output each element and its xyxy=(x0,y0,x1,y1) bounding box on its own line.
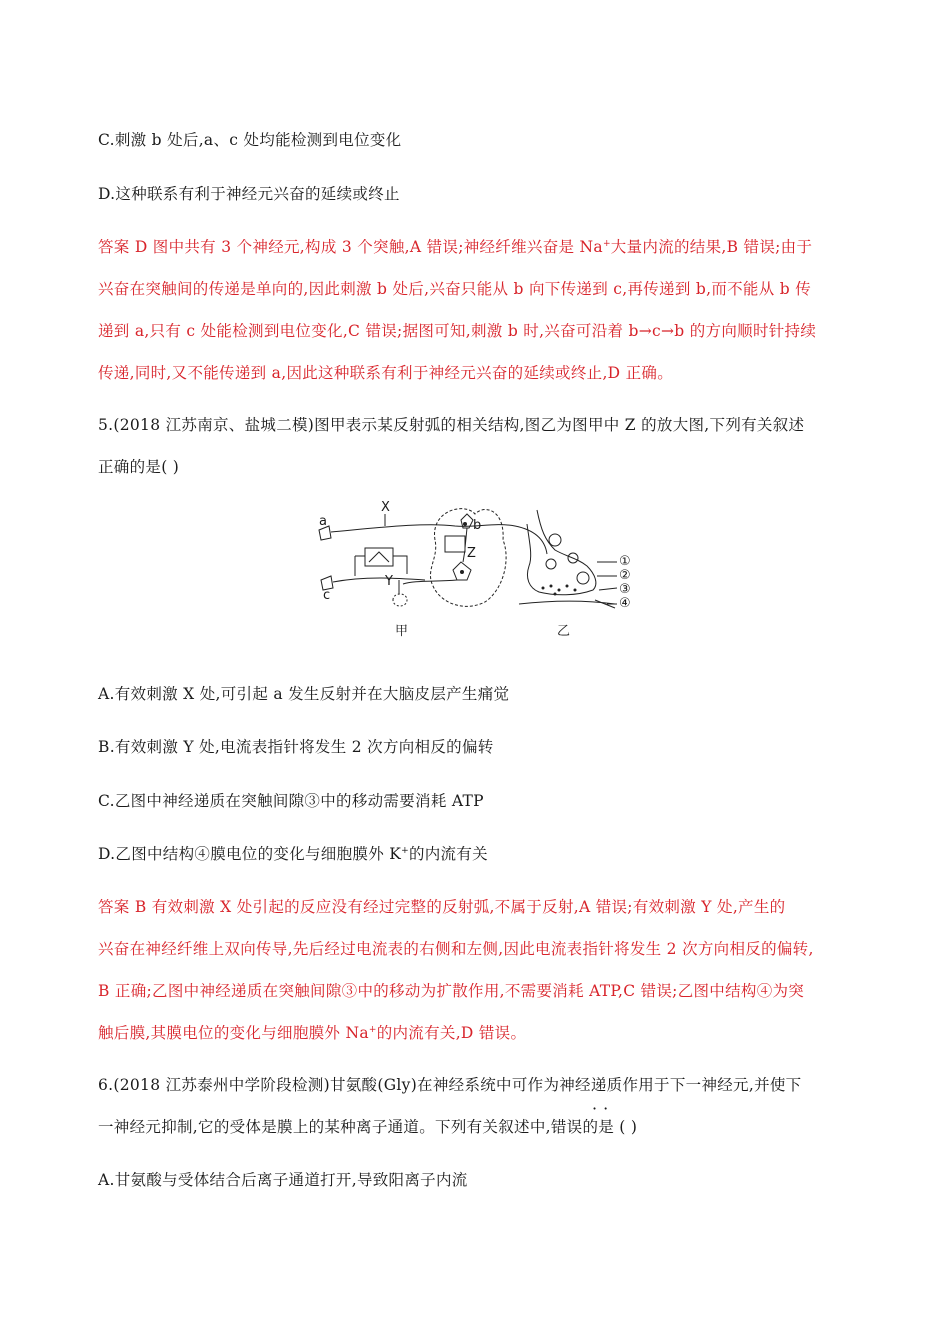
q5-option-d: D.乙图中结构④膜电位的变化与细胞膜外 K+的内流有关 xyxy=(98,845,488,863)
option-c-prev: C.刺激 b 处后,a、c 处均能检测到电位变化 xyxy=(98,131,402,149)
afferent-nerve xyxy=(331,525,547,554)
fig-caption-yi: 乙 xyxy=(557,624,571,639)
q6-option-a: A.甘氨酸与受体结合后离子通道打开,导致阳离子内流 xyxy=(98,1171,468,1189)
z-box xyxy=(445,536,465,552)
efferent-connection xyxy=(403,580,457,584)
fig-caption-jia: 甲 xyxy=(395,624,409,639)
reflex-arc-figure xyxy=(315,500,645,644)
q6-stem-line1: 6.(2018 江苏泰州中学阶段检测)甘氨酸(Gly)在神经系统中可作为神经递质作用于下一神经元,并使下 xyxy=(98,1076,802,1094)
fig-label-z: Z xyxy=(467,546,476,561)
vesicle-3 xyxy=(546,559,556,569)
answer5-line2: 兴奋在神经纤维上双向传导,先后经过电流表的右侧和左侧,因此电流表指针将发生 2 次方向相反的偏转, xyxy=(98,940,814,958)
vesicle-4 xyxy=(577,572,589,584)
fig-label-c: c xyxy=(323,588,331,603)
fig-label-x: X xyxy=(381,500,390,515)
galvanometer-box xyxy=(365,548,393,566)
answer5-line1: 答案 B 有效刺激 X 处引起的反应没有经过完整的反射弧,不属于反射,A 错误;有效刺激 Y 处,产生的 xyxy=(98,898,786,916)
fig-label-4: ④ xyxy=(619,596,631,611)
answer4-line4: 传递,同时,又不能传递到 a,因此这种联系有利于神经元兴奋的延续或终止,D 正确。 xyxy=(98,364,674,382)
q5-stem-line2: 正确的是( ) xyxy=(98,458,180,476)
q6-stem-line2: 一神经元抑制,它的受体是膜上的某种离子通道。下列有关叙述中,错误的是 ( ) xyxy=(98,1118,638,1136)
answer5-line4: 触后膜,其膜电位的变化与细胞膜外 Na+的内流有关,D 错误。 xyxy=(98,1024,527,1042)
q5-option-b: B.有效刺激 Y 处,电流表指针将发生 2 次方向相反的偏转 xyxy=(98,738,494,756)
fig-label-2: ② xyxy=(619,568,631,583)
presynaptic-terminal xyxy=(527,510,596,595)
fig-label-3: ③ xyxy=(619,582,631,597)
answer4-line2: 兴奋在突触间的传递是单向的,因此刺激 b 处后,兴奋只能从 b 向下传递到 c,再传递到 b,而不能从 b 传 xyxy=(98,280,811,298)
fig-label-1: ① xyxy=(619,554,631,569)
answer5-line3: B 正确;乙图中神经递质在突触间隙③中的移动为扩散作用,不需要消耗 ATP,C 错误;乙图中结构④为突 xyxy=(98,982,805,1000)
efferent-nerve xyxy=(333,578,425,582)
answer4-line3: 递到 a,只有 c 处能检测到电位变化,C 错误;据图可知,刺激 b 时,兴奋可沿着 b→c→b 的方向顺时针持续 xyxy=(98,322,817,340)
q5-option-c: C.乙图中神经递质在突触间隙③中的移动需要消耗 ATP xyxy=(98,792,484,810)
vesicle-1 xyxy=(549,534,561,546)
y-circle xyxy=(393,594,407,606)
q5-option-a: A.有效刺激 X 处,可引起 a 发生反射并在大脑皮层产生痛觉 xyxy=(98,685,510,703)
option-d-prev: D.这种联系有利于神经元兴奋的延续或终止 xyxy=(98,185,400,203)
fig-label-y: Y xyxy=(385,574,393,589)
fig-label-b: b xyxy=(473,518,482,533)
emphasis-dots: ·· xyxy=(592,1099,615,1118)
fig-label-a: a xyxy=(319,514,327,529)
answer4-line1: 答案 D 图中共有 3 个神经元,构成 3 个突触,A 错误;神经纤维兴奋是 Na+大量内流的结果,B 错误;由于 xyxy=(98,238,813,256)
q5-stem-line1: 5.(2018 江苏南京、盐城二模)图甲表示某反射弧的相关结构,图乙为图甲中 Z 的放大图,下列有关叙述 xyxy=(98,416,805,434)
